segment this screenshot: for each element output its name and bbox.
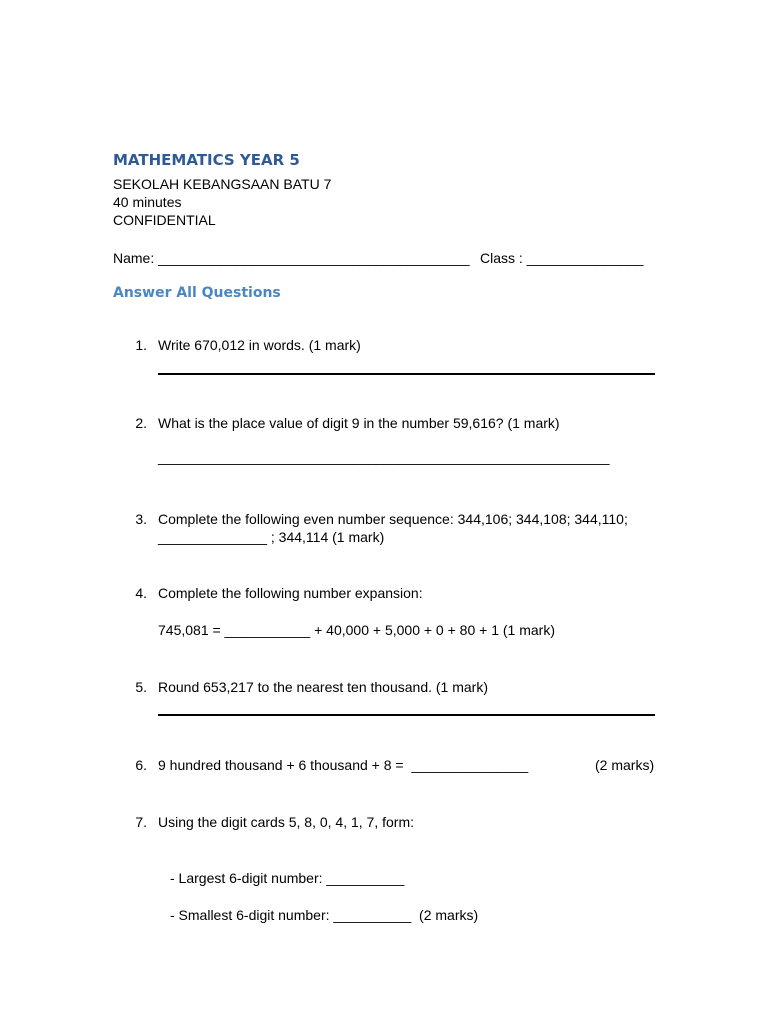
question-6-number: 6. [135, 757, 147, 773]
question-7-text: Using the digit cards 5, 8, 0, 4, 1, 7, form: [158, 814, 415, 830]
school-name: SEKOLAH KEBANGSAAN BATU 7 [113, 176, 332, 192]
instructions-heading: Answer All Questions [113, 285, 281, 301]
question-3-text-line2: ______________ ; 344,114 (1 mark) [158, 529, 385, 545]
question-4-number: 4. [135, 585, 147, 601]
question-7-smallest: - Smallest 6-digit number: __________ (2 marks) [170, 907, 479, 923]
question-6-marks: (2 marks) [595, 757, 655, 773]
confidential-label: CONFIDENTIAL [113, 212, 216, 228]
question-2-text: What is the place value of digit 9 in the number 59,616? (1 mark) [158, 415, 560, 431]
question-5-number: 5. [135, 679, 147, 695]
question-2-number: 2. [135, 415, 147, 431]
question-5-text: Round 653,217 to the nearest ten thousand. (1 mark) [158, 679, 488, 695]
class-field: Class : _______________ [480, 250, 644, 266]
question-7-largest: - Largest 6-digit number: __________ [170, 870, 405, 886]
name-field: Name: ________________________________________ [113, 250, 470, 266]
document-title: MATHEMATICS YEAR 5 [113, 151, 300, 169]
question-1-number: 1. [135, 337, 147, 353]
duration: 40 minutes [113, 194, 182, 210]
question-3-number: 3. [135, 511, 147, 527]
question-7-number: 7. [135, 814, 147, 830]
question-4-expansion: 745,081 = ___________ + 40,000 + 5,000 + 0 + 80 + 1 (1 mark) [158, 622, 555, 638]
question-1-answer-line [158, 373, 655, 375]
question-6-text: 9 hundred thousand + 6 thousand + 8 = _______________ [158, 757, 529, 773]
question-2-answer-line: __________________________________________________________ [158, 449, 610, 465]
question-1-text: Write 670,012 in words. (1 mark) [158, 337, 361, 353]
question-4-text: Complete the following number expansion: [158, 585, 423, 601]
question-5-answer-line [158, 714, 655, 716]
question-3-text: Complete the following even number sequence: 344,106; 344,108; 344,110; [158, 511, 628, 527]
